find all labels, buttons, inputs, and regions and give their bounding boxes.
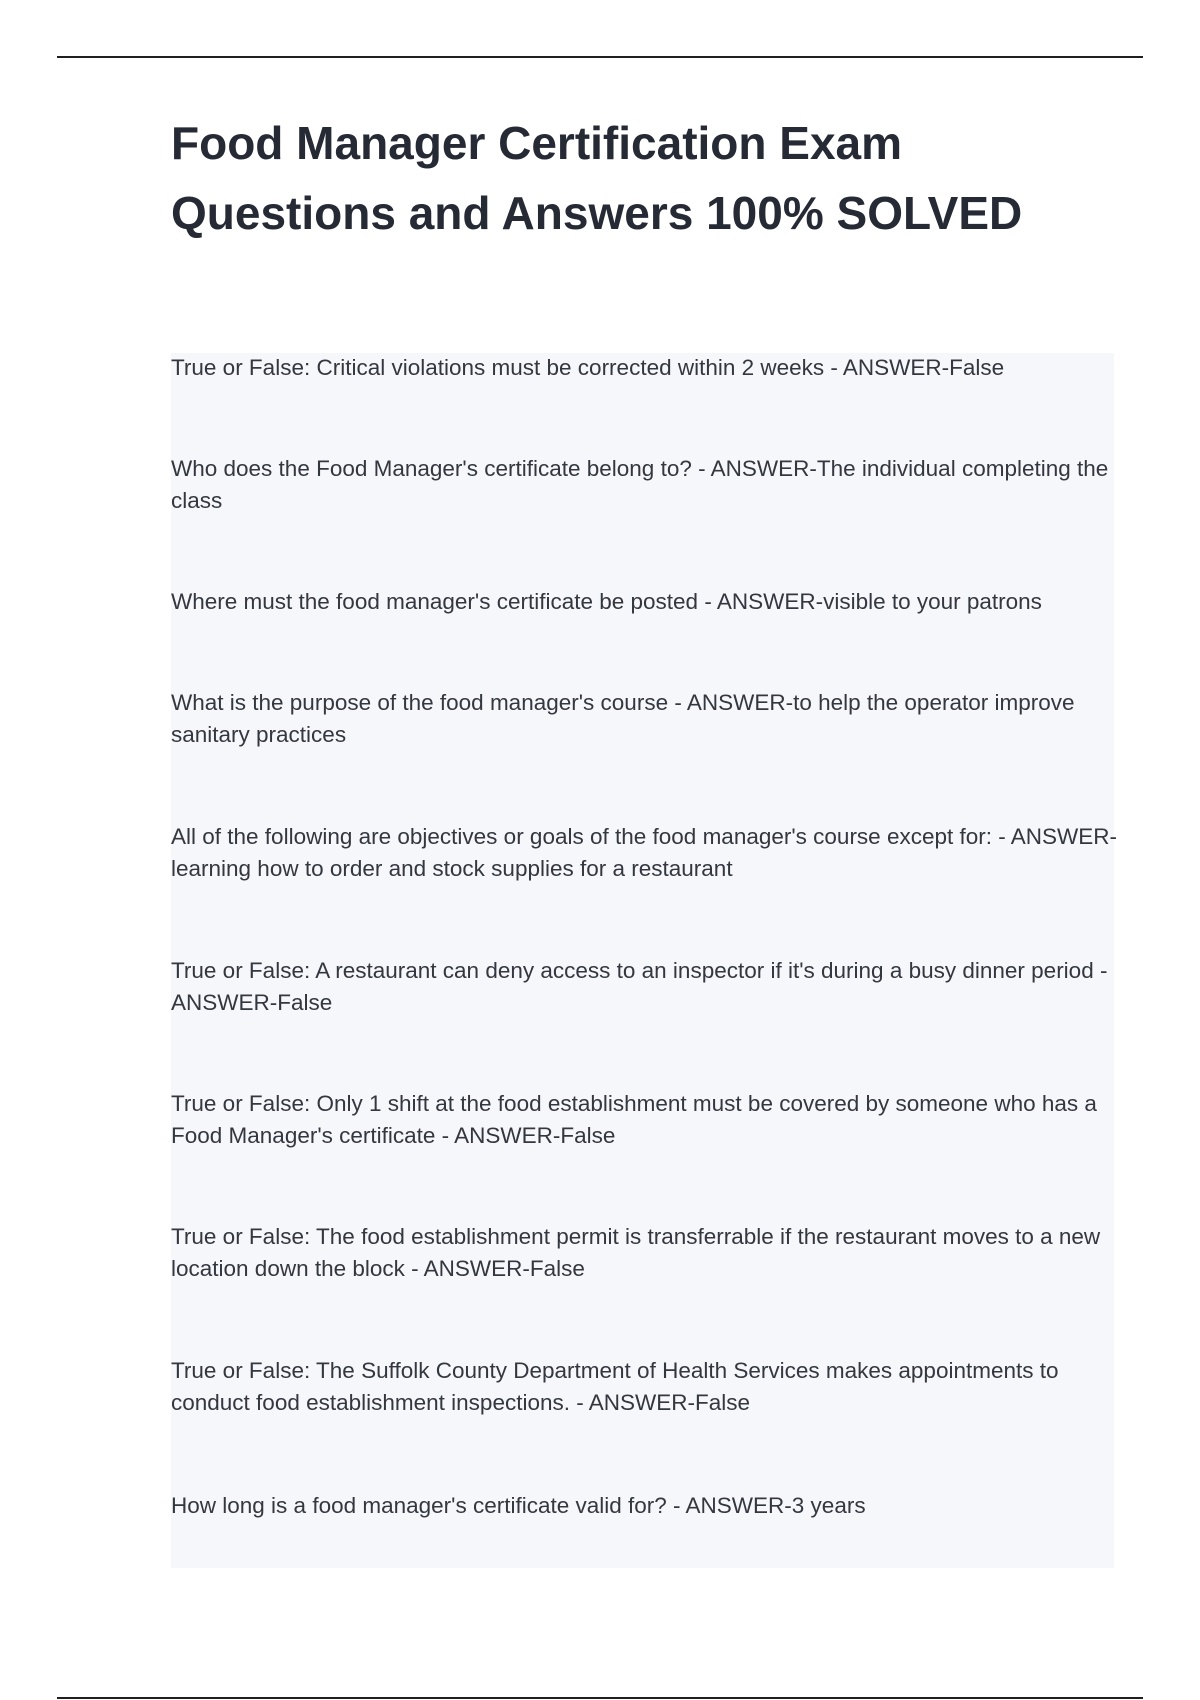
qa-item: What is the purpose of the food manager's course - ANSWER-to help the operator improve sanitary practices	[171, 690, 1075, 747]
qa-item: True or False: Critical violations must be corrected within 2 weeks - ANSWER-False	[171, 355, 1005, 380]
qa-item: True or False: A restaurant can deny access to an inspector if it's during a busy dinner period - ANSWER-False	[171, 958, 1108, 1015]
qa-item: True or False: The food establishment permit is transferrable if the restaurant moves to a new location down the block - ANSWER-False	[171, 1224, 1101, 1281]
top-divider	[57, 56, 1143, 58]
qa-item: Who does the Food Manager's certificate belong to? - ANSWER-The individual completing the class	[171, 456, 1109, 513]
page-title-line-2: Questions and Answers 100% SOLVED	[171, 187, 1023, 239]
bottom-divider	[57, 1697, 1143, 1699]
page-title	[171, 108, 1131, 248]
qa-item: All of the following are objectives or goals of the food manager's course except for: - ANSWER-learning how to order and stock supplies for a restaurant	[171, 824, 1117, 881]
qa-item: How long is a food manager's certificate valid for? - ANSWER-3 years	[171, 1493, 866, 1518]
qa-item: True or False: Only 1 shift at the food establishment must be covered by someone who has a Food Manager's certificate - ANSWER-False	[171, 1091, 1097, 1148]
qa-item: Where must the food manager's certificate be posted - ANSWER-visible to your patrons	[171, 589, 1042, 614]
page-title-line-1: Food Manager Certification Exam	[171, 117, 903, 169]
qa-item: True or False: The Suffolk County Department of Health Services makes appointments to conduct food establishment inspections. - ANSWER-False	[171, 1358, 1059, 1415]
